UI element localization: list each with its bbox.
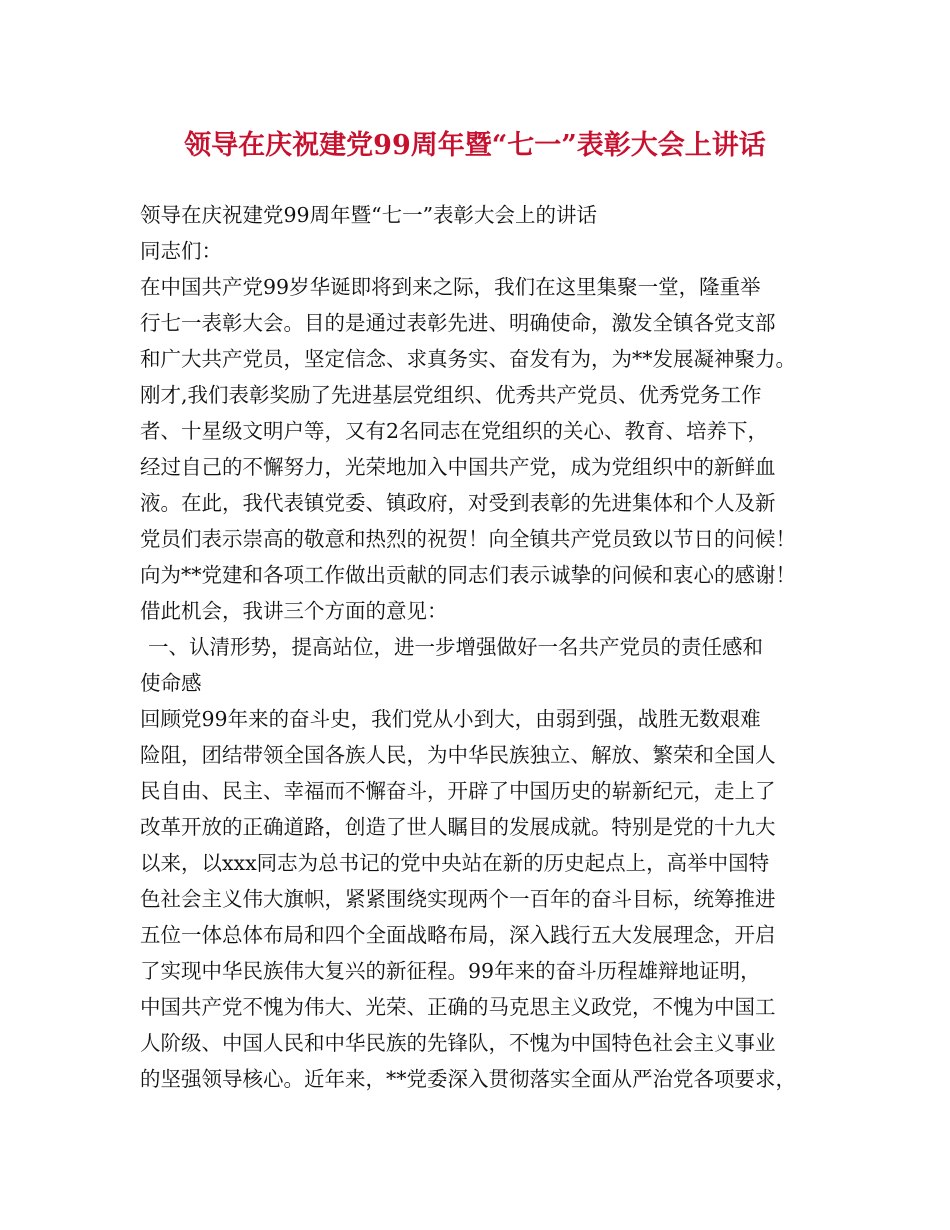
- body-line: 刚才,我们表彰奖励了先进基层党组织、优秀共产党员、优秀党务工作: [140, 383, 762, 407]
- body-line: 在中国共产党99岁华诞即将到来之际，我们在这里集聚一堂，隆重举: [140, 275, 761, 299]
- section-heading-line: 使命感: [140, 671, 202, 695]
- body-line: 借此机会，我讲三个方面的意见：: [140, 599, 448, 623]
- body-line: 的坚强领导核心。近年来，**党委深入贯彻落实全面从严治党各项要求，: [140, 1067, 796, 1091]
- section-heading-line: 一、认清形势，提高站位，进一步增强做好一名共产党员的责任感和: [148, 635, 763, 659]
- body-line: 回顾党99年来的奋斗史，我们党从小到大，由弱到强，战胜无数艰难: [140, 707, 761, 731]
- body-line: 人阶级、中国人民和中华民族的先锋队，不愧为中国特色社会主义事业: [140, 1031, 776, 1055]
- body-line: 经过自己的不懈努力，光荣地加入中国共产党，成为党组织中的新鲜血: [140, 455, 776, 479]
- document-body: [140, 197, 840, 1097]
- body-line: 了实现中华民族伟大复兴的新征程。99年来的奋斗历程雄辩地证明，: [140, 959, 761, 983]
- body-line: 液。在此，我代表镇党委、镇政府，对受到表彰的先进集体和个人及新: [140, 491, 776, 515]
- body-line: 行七一表彰大会。目的是通过表彰先进、明确使命，激发全镇各党支部: [140, 311, 776, 335]
- body-line: 民自由、民主、幸福而不懈奋斗，开辟了中国历史的崭新纪元，走上了: [140, 779, 776, 803]
- body-line: 中国共产党不愧为伟大、光荣、正确的马克思主义政党，不愧为中国工: [140, 995, 776, 1019]
- body-line: 改革开放的正确道路，创造了世人瞩目的发展成就。特别是党的十九大: [140, 815, 776, 839]
- body-line: 党员们表示崇高的敬意和热烈的祝贺！向全镇共产党员致以节日的问候！: [140, 527, 796, 551]
- body-line: 五位一体总体布局和四个全面战略布局，深入践行五大发展理念，开启: [140, 923, 776, 947]
- body-line: 以来，以xxx同志为总书记的党中央站在新的历史起点上，高举中国特: [140, 851, 770, 875]
- body-line: 和广大共产党员，坚定信念、求真务实、奋发有为，为**发展凝神聚力。: [140, 347, 796, 371]
- salutation-line: 同志们：: [140, 239, 222, 263]
- subtitle-line: 领导在庆祝建党99周年暨“七一”表彰大会上的讲话: [140, 203, 598, 227]
- body-line: 者、十星级文明户等，又有2名同志在党组织的关心、教育、培养下，: [140, 419, 769, 443]
- body-line: 色社会主义伟大旗帜，紧紧围绕实现两个一百年的奋斗目标，统筹推进: [140, 887, 776, 911]
- body-line: 向为**党建和各项工作做出贡献的同志们表示诚挚的问候和衷心的感谢！: [140, 563, 796, 587]
- document-title: 领导在庆祝建党99周年暨“七一”表彰大会上讲话: [184, 130, 766, 161]
- body-line: 险阻，团结带领全国各族人民，为中华民族独立、解放、繁荣和全国人: [140, 743, 776, 767]
